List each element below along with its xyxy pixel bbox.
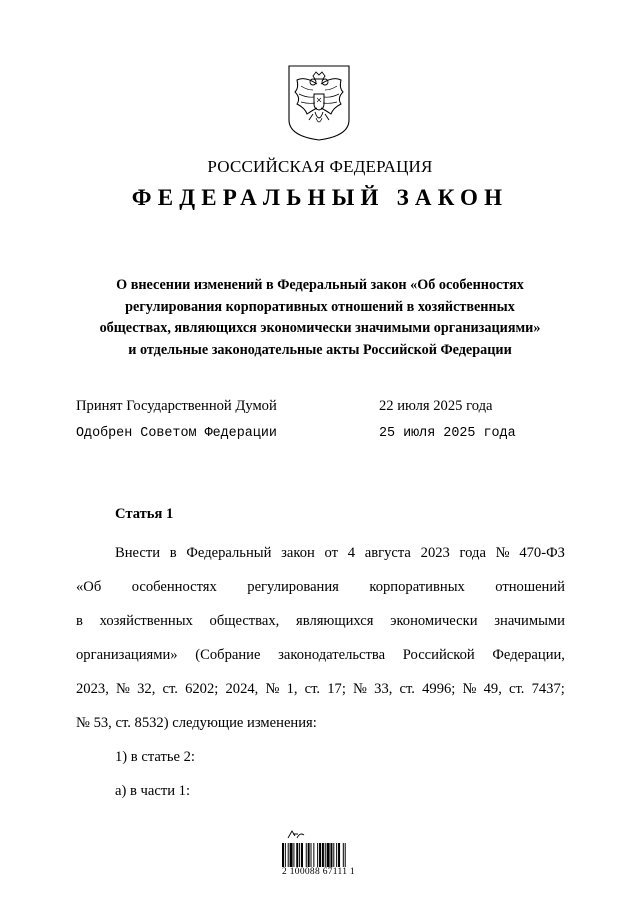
- council-approval-label: Одобрен Советом Федерации: [76, 426, 277, 441]
- country-name: РОССИЙСКАЯ ФЕДЕРАЦИЯ: [207, 157, 433, 176]
- law-title-line: регулирования корпоративных отношений в хозяйственных: [125, 298, 515, 315]
- barcode-number: 2 100088 67111 1: [282, 867, 355, 877]
- list-item: 1) в статье 2:: [115, 749, 195, 765]
- law-title-line: и отдельные законодательные акты Российской Федерации: [128, 341, 512, 358]
- duma-adoption-date: 22 июля 2025 года: [379, 398, 493, 414]
- duma-adoption-label: Принят Государственной Думой: [76, 398, 277, 414]
- article-text-line: в хозяйственных обществах, являющихся экономически значимыми: [76, 613, 565, 629]
- article-text-line: № 53, ст. 8532) следующие изменения:: [76, 715, 317, 731]
- article-text-line: 2023, № 32, ст. 6202; 2024, № 1, ст. 17; № 33, ст. 4996; № 49, ст. 7437;: [76, 681, 565, 697]
- law-title-line: обществах, являющихся экономически значимыми организациями»: [99, 320, 541, 336]
- barcode-mark-icon: [287, 829, 305, 839]
- article-text-line: организациями» (Собрание законодательства Российской Федерации,: [76, 647, 565, 663]
- law-title-line: О внесении изменений в Федеральный закон «Об особенностях: [116, 277, 524, 293]
- article-heading: Статья 1: [115, 506, 174, 522]
- list-item: а) в части 1:: [115, 783, 191, 799]
- document-type: ФЕДЕРАЛЬНЫЙ ЗАКОН: [131, 185, 509, 210]
- law-title: [60, 275, 580, 361]
- barcode: [282, 843, 362, 867]
- council-approval-date: 25 июля 2025 года: [379, 426, 516, 441]
- article-text-line: «Об особенностях регулирования корпоративных отношений: [76, 579, 565, 595]
- article-text-line: Внести в Федеральный закон от 4 августа 2023 года № 470-ФЗ: [115, 545, 565, 561]
- coat-of-arms-emblem: [287, 64, 351, 142]
